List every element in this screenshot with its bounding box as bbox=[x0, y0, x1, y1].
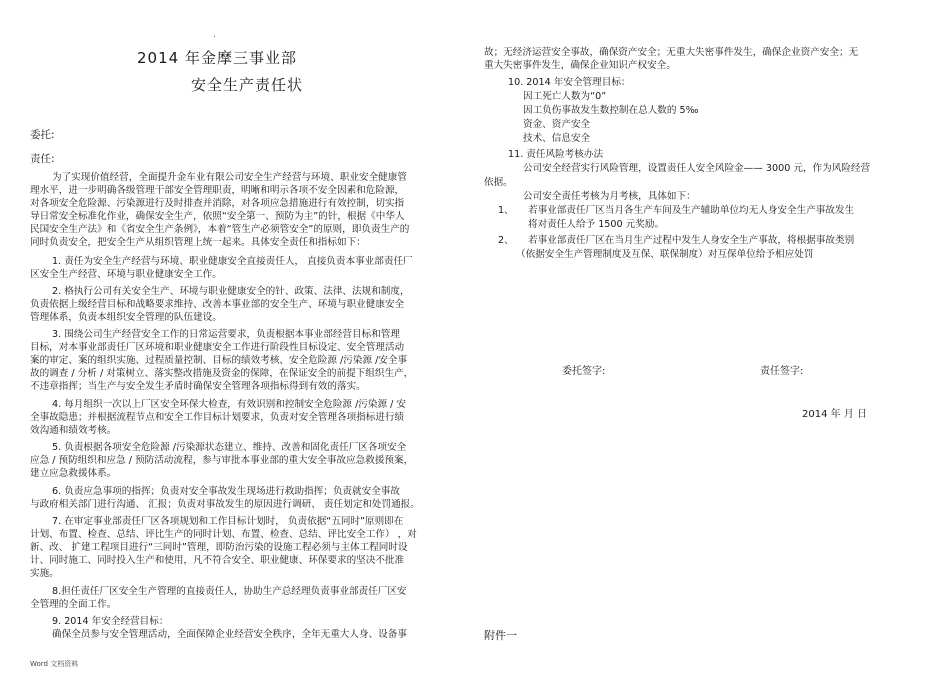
body-line: 实施。 bbox=[30, 568, 59, 579]
body-line: 建立应急救援体系。 bbox=[30, 468, 117, 479]
signature-date: 2014 年 月 日 bbox=[802, 409, 867, 420]
body-line: 与政府相关部门进行沟通、 汇报；负责对事故发生的原因进行调研、 责任划定和处罚通报。 bbox=[30, 499, 420, 510]
body-line: 计、同时施工、同时投入生产和使用，凡不符合安全、职业健康、环保要求的坚决不批准 bbox=[30, 555, 405, 566]
body-line: 案的审定、案的组织实施、过程质量控制、目标的绩效考核、安全危险源 /污染源 /安全事 bbox=[30, 355, 408, 366]
body-line: 公司安全经营实行风险管理，设置责任人安全风险金—— 3000 元，作为风险经营 bbox=[523, 163, 871, 174]
body-line: 10. 2014 年安全管理目标： bbox=[508, 77, 631, 88]
body-line: 若事业部责任厂区在当月生产过程中发生人身安全生产事故，将根据事故类别 bbox=[528, 235, 855, 246]
body-line: 技术、信息安全 bbox=[523, 133, 591, 144]
body-line: 5. 负责根据各项安全危险源 /污染源状态建立、维持、改善和固化责任厂区各项安全 bbox=[52, 442, 407, 453]
body-line: （依据安全生产管理制度及互保、联保制度）对互保单位给予相应处罚 bbox=[516, 249, 814, 260]
page-footer: Word 文档资料 bbox=[30, 660, 79, 668]
body-line: 对各项安全危险源、污染源进行及时排查并消除，对各项应急措施进行有效控制，切实指 bbox=[30, 198, 405, 209]
body-line: 3. 围绕公司生产经营安全工作的日常运营要求，负责根据本事业部经营目标和管理 bbox=[52, 329, 400, 340]
body-line: 区安全生产经营、环境与职业健康安全工作。 bbox=[30, 269, 222, 280]
list-marker: 2、 bbox=[498, 235, 514, 246]
body-line: 为了实现价值经营，全面提升金车业有限公司安全生产经营与环境、职业安全健康管 bbox=[52, 172, 407, 183]
body-line: 全事故隐患；并根据流程节点和安全工作目标计划要求，负责对安全管理各项指标进行绩 bbox=[30, 412, 405, 423]
body-line: 因工死亡人数为“0” bbox=[523, 91, 607, 102]
document-subtitle: 安全生产责任状 bbox=[191, 76, 304, 94]
responsible-signature-label: 责任签字: bbox=[760, 366, 804, 377]
body-line: 8.担任责任厂区安全生产管理的直接责任人，协助生产总经理负责事业部责任厂区安 bbox=[52, 586, 407, 597]
list-marker: 1、 bbox=[498, 205, 514, 216]
body-line: 故；无经济运营安全事故，确保资产安全；无重大失密事件发生，确保企业资产安全；无 bbox=[484, 47, 859, 58]
body-line: 导日常安全标准化作业，确保安全生产，依照“安全第一、预防为主”的针，根据《中华人 bbox=[30, 211, 405, 222]
body-line: 同时负责安全，把安全生产从组织管理上统一起来。具体安全责任和指标如下： bbox=[30, 237, 366, 248]
body-line: 负责依据上级经营目标和战略要求维持、改善本事业部的安全生产、环境与职业健康安全 bbox=[30, 299, 405, 310]
body-line: 1. 责任为安全生产经营与环境、职业健康安全直接责任人， 直接负责本事业部责任厂 bbox=[52, 256, 413, 267]
body-line: 9. 2014 年安全经营目标： bbox=[52, 616, 169, 627]
left-page bbox=[0, 0, 470, 673]
body-line: 目标，对本事业部责任厂区环境和职业健康安全工作进行阶段性目标设定、安全管理活动 bbox=[30, 342, 405, 353]
page-dot: . bbox=[213, 30, 216, 40]
responsible-label: 责任: bbox=[30, 153, 55, 165]
body-line: 应急 / 预防组织和应急 / 预防活动流程，参与审批本事业部的重大安全事故应急救援预案， bbox=[30, 455, 414, 466]
body-line: 民国安全生产法》和《省安全生产条例》，本着“管生产必须管安全”的原则，即负责生产的 bbox=[30, 224, 410, 235]
entrust-label: 委托: bbox=[30, 129, 55, 141]
body-line: 4. 每月组织一次以上厂区安全环保大检查，有效识别和控制安全危险源 /污染源 / 安 bbox=[52, 399, 407, 410]
body-line: 将对责任人给予 1500 元奖励。 bbox=[528, 219, 665, 230]
body-line: 因工负伤事故发生数控制在总人数的 5‰ bbox=[523, 105, 699, 116]
body-line: 不违章指挥；当生产与安全发生矛盾时确保安全管理各项指标得到有效的落实。 bbox=[30, 381, 366, 392]
body-line: 理水平，进一步明确各级管理干部安全管理职责，明晰和明示各项不安全因素和危险源， bbox=[30, 185, 405, 196]
attachment-label: 附件一 bbox=[484, 629, 517, 642]
body-line: 依据。 bbox=[484, 177, 513, 188]
entrust-signature-label: 委托签字: bbox=[562, 366, 606, 377]
body-line: 重大失密事件发生，确保企业知识产权安全。 bbox=[484, 60, 676, 71]
right-page bbox=[478, 0, 950, 673]
body-line: 全管理的全面工作。 bbox=[30, 599, 117, 610]
body-line: 若事业部责任厂区当月各生产车间及生产辅助单位均无人身安全生产事故发生 bbox=[528, 205, 855, 216]
body-line: 故的调查 / 分析 / 对策树立、落实整改措施及资金的保障，在保证安全的前提下组织生产， bbox=[30, 368, 414, 379]
body-line: 公司安全责任考核为月考核，具体如下： bbox=[523, 191, 696, 202]
body-line: 计划、布置、检查、总结、评比生产的同时计划、布置、检查、总结、评比安全工作） ，对 bbox=[30, 529, 417, 540]
body-line: 2. 格执行公司有关安全生产、环境与职业健康安全的针、政策、法律、法规和制度， bbox=[52, 286, 410, 297]
body-line: 11. 责任风险考核办法 bbox=[508, 149, 604, 160]
body-line: 确保全员参与安全管理活动，全面保障企业经营安全秩序，全年无重大人身、设备事 bbox=[52, 629, 407, 640]
document-title: 2014 年金摩三事业部 bbox=[137, 49, 297, 67]
body-line: 新、改、 扩建工程项目进行“三同时”管理，即防治污染的设施工程必须与主体工程同时设 bbox=[30, 542, 408, 553]
body-line: 管理体系，负责本组织安全管理的队伍建设。 bbox=[30, 312, 222, 323]
body-line: 6. 负责应急事项的指挥；负责对安全事故发生现场进行救助指挥；负责就安全事故 bbox=[52, 486, 400, 497]
body-line: 资金、资产安全 bbox=[523, 119, 591, 130]
body-line: 效沟通和绩效考核。 bbox=[30, 425, 117, 436]
body-line: 7. 在审定事业部责任厂区各项规划和工作目标计划时， 负责依据“五同时”原则即在 bbox=[52, 516, 404, 527]
